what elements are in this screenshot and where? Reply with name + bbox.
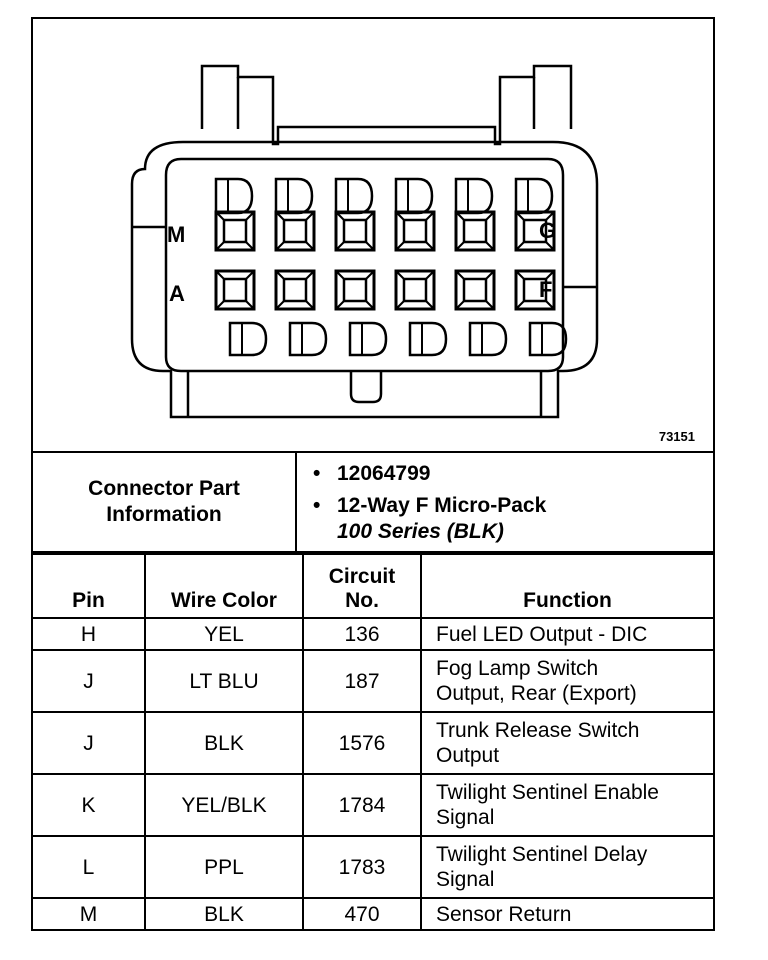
pin-table-header (33, 554, 713, 618)
terminal-cavity-bottom (530, 323, 566, 355)
wire-color-cell: YEL (145, 618, 303, 650)
wire-color-cell: BLK (145, 712, 303, 774)
circuit-cell: 1576 (303, 712, 421, 774)
terminal-cavity-square (216, 212, 254, 250)
connector-info-label (33, 453, 297, 551)
wire-color-cell: BLK (145, 898, 303, 930)
terminal-cavity-bottom (410, 323, 446, 355)
figure-number: 73151 (658, 429, 695, 444)
terminal-cavity-square (336, 271, 374, 309)
circuit-cell: 470 (303, 898, 421, 930)
terminal-cavity-square (276, 271, 314, 309)
function-line2: Signal (436, 806, 495, 829)
connector-description-line1: 12-Way F Micro-Pack (337, 494, 547, 517)
function-cell (421, 898, 713, 930)
pin-label-a: A (169, 281, 185, 306)
wire-color-cell: PPL (145, 836, 303, 898)
terminal-cavity-bottom (230, 323, 266, 355)
table-row (33, 774, 713, 836)
table-row (33, 712, 713, 774)
connector-info-details (313, 461, 546, 545)
connector-info-label-line1: Connector Part (88, 477, 240, 500)
circuit-cell: 187 (303, 650, 421, 712)
table-row (33, 650, 713, 712)
circuit-cell: 1783 (303, 836, 421, 898)
connector-description-line2: 100 Series (BLK) (337, 520, 504, 543)
terminal-cavity-square (456, 271, 494, 309)
function-line1: Twilight Sentinel Enable (436, 781, 659, 804)
function-line1: Fuel LED Output - DIC (436, 622, 648, 646)
terminal-cavity-top (276, 179, 312, 213)
function-line1: Twilight Sentinel Delay (436, 843, 648, 866)
pin-label-m: M (167, 222, 186, 247)
terminal-cavity-bottom (470, 323, 506, 355)
header-circuit-line1: Circuit (328, 565, 396, 588)
table-row (33, 898, 713, 930)
pin-cell: H (33, 618, 145, 650)
function-line1: Trunk Release Switch (436, 719, 640, 742)
terminal-cavity-top (216, 179, 252, 213)
pin-cell: M (33, 898, 145, 930)
terminal-cavity-square (336, 212, 374, 250)
function-line2: Output, Rear (Export) (436, 682, 637, 705)
terminal-cavity-top (396, 179, 432, 213)
terminal-cavity-square (216, 271, 254, 309)
function-line1: Fog Lamp Switch (436, 657, 599, 680)
circuit-cell: 1784 (303, 774, 421, 836)
terminal-cavity-top (336, 179, 372, 213)
bullet: • (313, 462, 321, 485)
pin-label-g: G (539, 218, 557, 243)
connector-inner-body (166, 159, 563, 371)
pin-cell: L (33, 836, 145, 898)
terminal-cavity-top (516, 179, 552, 213)
function-cell (421, 836, 713, 898)
connector-key-notch (351, 371, 381, 402)
header-function: Function (421, 554, 713, 618)
terminal-cavity-bottom (290, 323, 326, 355)
pin-cell: K (33, 774, 145, 836)
terminal-cavity-square (396, 212, 434, 250)
connector-latch (202, 66, 571, 144)
function-cell (421, 618, 713, 650)
connector-part-number: 12064799 (337, 462, 431, 485)
pin-table (33, 553, 713, 930)
function-line1: Sensor Return (436, 903, 572, 926)
table-row (33, 836, 713, 898)
terminal-cavity-top (456, 179, 492, 213)
terminal-cavity-bottom (350, 323, 386, 355)
pin-cell: J (33, 650, 145, 712)
header-pin: Pin (33, 554, 145, 618)
header-circuit-no (303, 554, 421, 618)
connector-diagram-frame (31, 17, 715, 931)
table-row (33, 618, 713, 650)
wire-color-cell: YEL/BLK (145, 774, 303, 836)
function-line2: Signal (436, 868, 495, 891)
bullet: • (313, 494, 321, 517)
connector-face-drawing (33, 19, 713, 451)
header-wire-color: Wire Color (145, 554, 303, 618)
terminal-cavity-square (276, 212, 314, 250)
connector-info-label-line2: Information (106, 503, 222, 526)
pin-label-f: F (539, 277, 553, 302)
function-line2: Output (436, 744, 500, 767)
terminal-cavity-square (456, 212, 494, 250)
function-cell (421, 774, 713, 836)
connector-part-information (33, 451, 713, 553)
header-circuit-line2: No. (345, 589, 379, 612)
terminal-cavity-square (396, 271, 434, 309)
wire-color-cell: LT BLU (145, 650, 303, 712)
function-cell (421, 650, 713, 712)
pin-cell: J (33, 712, 145, 774)
function-cell (421, 712, 713, 774)
circuit-cell: 136 (303, 618, 421, 650)
